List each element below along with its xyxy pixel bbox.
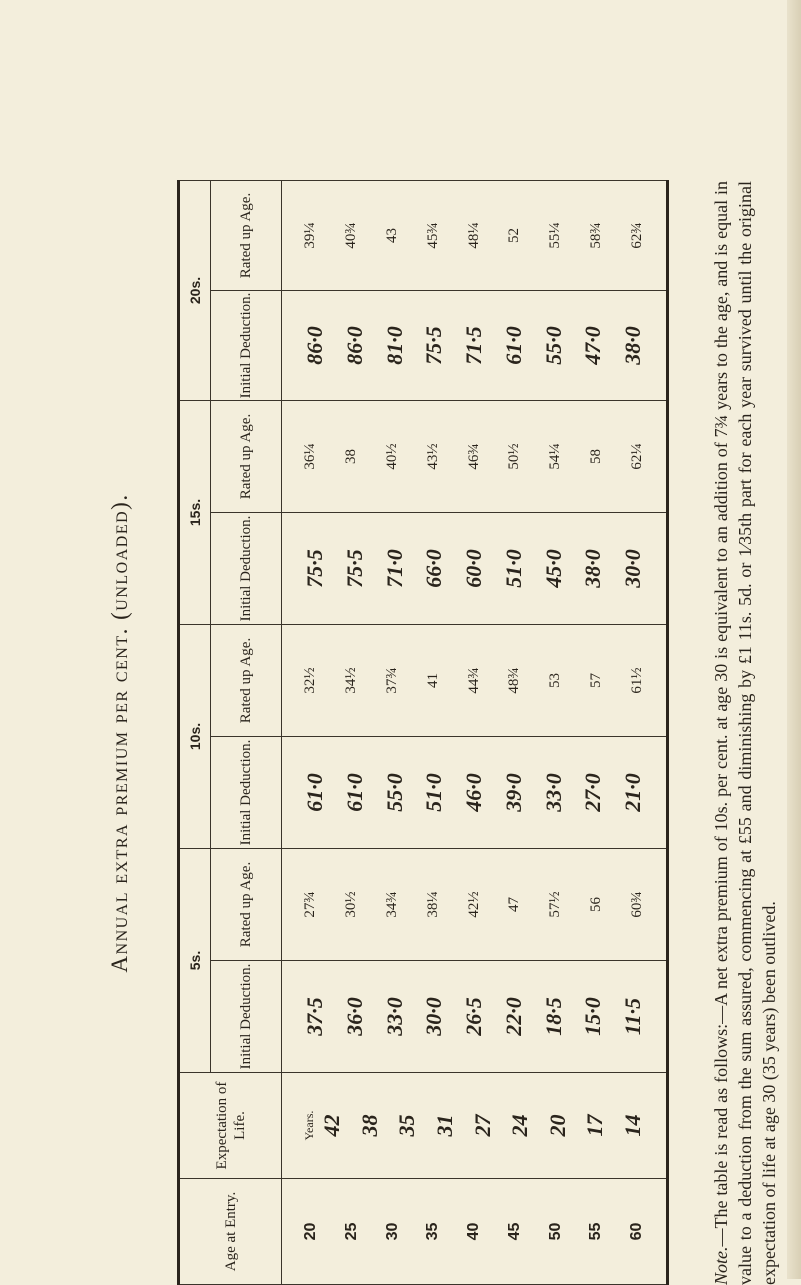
deduction-value: 21·0 (620, 741, 646, 844)
deduction-value: 30·0 (620, 517, 646, 620)
deduction-value: 75·5 (421, 295, 447, 396)
rated-age-value: 53 (547, 629, 564, 732)
rated-age-value: 34¾ (384, 853, 401, 956)
column-10s-rated-age (282, 625, 668, 737)
rated-age-value: 43 (384, 185, 401, 286)
deduction-value: 27·0 (580, 741, 606, 844)
column-5s-rated-age (282, 849, 668, 961)
rated-age-value: 42½ (466, 853, 483, 956)
age-entry-value: 60 (628, 1183, 646, 1280)
deduction-value: 71·0 (382, 517, 408, 620)
deduction-value: 75·5 (342, 517, 368, 620)
expectation-value: 38 (357, 1077, 383, 1174)
expectation-value: 31 (432, 1077, 458, 1174)
rated-age-value: 30½ (343, 853, 360, 956)
rated-age-value: 44¾ (466, 629, 483, 732)
rated-age-value: 55¼ (547, 185, 564, 286)
deduction-value: 38·0 (580, 517, 606, 620)
note-text: —The table is read as follows:—A net extra premium of 10s. per cent. at age 30 is equivalent to an addition of 7¾ years to the age, and is equal in value to a deduction from the sum assured, commencing at £55 and diminishing by £1 11s. 5d. or 1⁄35th part for each year survived until the original expectation of life at age 30 (35 years) been outlived. (711, 181, 779, 1285)
deduction-value: 36·0 (342, 965, 368, 1068)
expectation-value: 24 (507, 1077, 533, 1174)
rated-age-value: 62¼ (629, 405, 646, 508)
rated-age-value: 57½ (547, 853, 564, 956)
table-title: Annual extra premium per cent. (unloaded). (107, 181, 133, 1285)
deduction-value: 47·0 (580, 295, 606, 396)
deduction-value: 26·5 (461, 965, 487, 1068)
expectation-value: 17 (582, 1077, 608, 1174)
rated-age-value: 41 (425, 629, 442, 732)
rated-age-value: 57 (588, 629, 605, 732)
rated-age-value: 37¾ (384, 629, 401, 732)
deduction-value: 66·0 (421, 517, 447, 620)
column-expectation (282, 1073, 668, 1179)
note-label: Note. (711, 1247, 731, 1285)
rated-age-value: 38¼ (425, 853, 442, 956)
rated-age-value: 48¼ (466, 185, 483, 286)
column-5s-deduction (282, 961, 668, 1073)
deduction-value: 86·0 (342, 295, 368, 396)
header-group-20s: 20s. (179, 181, 211, 401)
deduction-value: 37·5 (302, 965, 328, 1068)
rated-age-value: 58 (588, 405, 605, 508)
rated-age-value: 43½ (425, 405, 442, 508)
column-15s-rated-age (282, 401, 668, 513)
deduction-value: 11·5 (620, 965, 646, 1068)
column-15s-deduction (282, 513, 668, 625)
header-group-5s: 5s. (179, 849, 211, 1073)
deduction-value: 61·0 (501, 295, 527, 396)
deduction-value: 51·0 (421, 741, 447, 844)
header-initial-deduction: Initial Deduction. (211, 961, 282, 1073)
deduction-value: 30·0 (421, 965, 447, 1068)
deduction-value: 46·0 (461, 741, 487, 844)
header-initial-deduction: Initial Deduction. (211, 513, 282, 625)
expectation-value: 20 (545, 1077, 571, 1174)
extra-premium-table (177, 180, 669, 1285)
expectation-value: Years. 42 (302, 1077, 345, 1174)
rated-age-value: 39¼ (302, 185, 319, 286)
header-rated-up-age: Rated up Age. (211, 625, 282, 737)
years-label: Years. (302, 1077, 317, 1174)
deduction-value: 51·0 (501, 517, 527, 620)
rated-age-value: 50½ (506, 405, 523, 508)
age-entry-value: 45 (506, 1183, 524, 1280)
header-initial-deduction: Initial Deduction. (211, 291, 282, 401)
rated-age-value: 36¼ (302, 405, 319, 508)
rated-age-value: 32½ (302, 629, 319, 732)
column-20s-rated-age (282, 181, 668, 291)
age-entry-value: 55 (587, 1183, 605, 1280)
header-rated-up-age: Rated up Age. (211, 401, 282, 513)
deduction-value: 61·0 (302, 741, 328, 844)
age-entry-value: 40 (465, 1183, 483, 1280)
rated-age-value: 60¾ (629, 853, 646, 956)
deduction-value: 60·0 (461, 517, 487, 620)
column-10s-deduction (282, 737, 668, 849)
age-entry-value: 35 (424, 1183, 442, 1280)
header-rated-up-age: Rated up Age. (211, 181, 282, 291)
rated-age-value: 54¼ (547, 405, 564, 508)
column-20s-deduction (282, 291, 668, 401)
rated-age-value: 40½ (384, 405, 401, 508)
rated-age-value: 45¾ (425, 185, 442, 286)
rated-age-value: 48¾ (506, 629, 523, 732)
deduction-value: 75·5 (302, 517, 328, 620)
expectation-value: 27 (470, 1077, 496, 1174)
expectation-value: 35 (394, 1077, 420, 1174)
deduction-value: 22·0 (501, 965, 527, 1068)
header-rated-up-age: Rated up Age. (211, 849, 282, 961)
rated-age-value: 52 (506, 185, 523, 286)
header-group-10s: 10s. (179, 625, 211, 849)
rotated-page (85, 181, 801, 1285)
rated-age-value: 62¾ (629, 185, 646, 286)
deduction-value: 55·0 (382, 741, 408, 844)
header-initial-deduction: Initial Deduction. (211, 737, 282, 849)
rated-age-value: 40¾ (343, 185, 360, 286)
rated-age-value: 38 (343, 405, 360, 508)
deduction-value: 71·5 (461, 295, 487, 396)
deduction-value: 39·0 (501, 741, 527, 844)
column-age-at-entry (282, 1179, 668, 1285)
expectation-value: 14 (620, 1077, 646, 1174)
rated-age-value: 34½ (343, 629, 360, 732)
deduction-value: 38·0 (620, 295, 646, 396)
deduction-value: 18·5 (541, 965, 567, 1068)
deduction-value: 45·0 (541, 517, 567, 620)
rated-age-value: 61½ (629, 629, 646, 732)
deduction-value: 33·0 (382, 965, 408, 1068)
age-entry-value: 20 (302, 1183, 320, 1280)
deduction-value: 81·0 (382, 295, 408, 396)
deduction-value: 15·0 (580, 965, 606, 1068)
rated-age-value: 46¾ (466, 405, 483, 508)
deduction-value: 61·0 (342, 741, 368, 844)
deduction-value: 33·0 (541, 741, 567, 844)
header-group-15s: 15s. (179, 401, 211, 625)
rated-age-value: 56 (588, 853, 605, 956)
age-entry-value: 25 (343, 1183, 361, 1280)
table-note (709, 181, 781, 1285)
age-entry-value: 30 (384, 1183, 402, 1280)
header-age-at-entry: Age at Entry. (179, 1179, 282, 1285)
deduction-value: 55·0 (541, 295, 567, 396)
age-entry-value: 50 (547, 1183, 565, 1280)
header-expectation: Expectation of Life. (179, 1073, 282, 1179)
rated-age-value: 27¾ (302, 853, 319, 956)
rated-age-value: 47 (506, 853, 523, 956)
rated-age-value: 58¾ (588, 185, 605, 286)
deduction-value: 86·0 (302, 295, 328, 396)
